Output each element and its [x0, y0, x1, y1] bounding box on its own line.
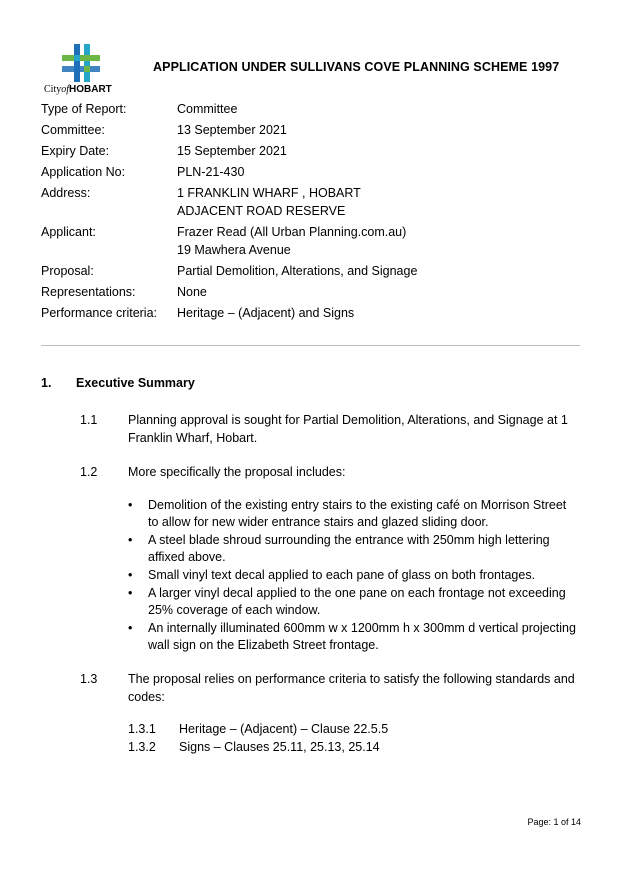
list-item: • A steel blade shroud surrounding the entrance with 250mm high lettering affixed above. [128, 532, 580, 566]
list-item: • An internally illuminated 600mm w x 1200mm h x 300mm d vertical projecting wall sign on the Elizabeth Street frontage. [128, 620, 580, 654]
detail-value-line: 15 September 2021 [177, 144, 287, 158]
section-divider [41, 345, 580, 346]
section-heading [41, 376, 195, 390]
detail-label: Proposal: [41, 264, 94, 278]
detail-row [41, 304, 417, 322]
detail-value [177, 100, 237, 118]
detail-value-line: Committee [177, 102, 238, 116]
detail-row [41, 223, 417, 259]
detail-value [177, 142, 287, 160]
detail-row [41, 283, 417, 301]
detail-value-line: None [177, 285, 207, 299]
list-item: • Demolition of the existing entry stairs to the existing café on Morrison Street to allow for new wider entrance stairs and glazed sliding door. [128, 497, 580, 531]
list-item: • Small vinyl text decal applied to each pane of glass on both frontages. [128, 567, 580, 584]
subitem-1-3-1: 1.3.1 Heritage – (Adjacent) – Clause 22.5.5 [128, 722, 389, 736]
detail-label: Application No: [41, 165, 126, 179]
section-title: Executive Summary [76, 376, 195, 390]
paragraph-1-3: 1.3 The proposal relies on performance criteria to satisfy the following standards and codes: [80, 672, 575, 704]
detail-row [41, 100, 417, 118]
detail-label: Expiry Date: [41, 144, 110, 158]
detail-value-line: Frazer Read (All Urban Planning.com.au) [177, 225, 407, 239]
detail-value [177, 121, 287, 139]
detail-label: Committee: [41, 123, 105, 137]
detail-value [177, 223, 406, 259]
report-details [41, 100, 417, 325]
detail-value [177, 283, 207, 301]
section-number: 1. [41, 376, 52, 390]
detail-value [177, 163, 244, 181]
paragraph-1-2: 1.2 More specifically the proposal includes: [80, 465, 346, 479]
paragraph-1-1: 1.1 Planning approval is sought for Partial Demolition, Alterations, and Signage at 1 Franklin Wharf, Hobart. [80, 413, 568, 445]
detail-value-line: 13 September 2021 [177, 123, 287, 137]
detail-value [177, 262, 417, 280]
page-number: Page: 1 of 14 [527, 817, 581, 827]
detail-value [177, 304, 354, 322]
detail-label: Type of Report: [41, 102, 127, 116]
list-item: • A larger vinyl decal applied to the one pane on each frontage not exceeding 25% coverage of each window. [128, 585, 580, 619]
detail-row [41, 121, 417, 139]
detail-value [177, 184, 361, 220]
city-of-hobart-logo [44, 44, 124, 95]
detail-row [41, 262, 417, 280]
detail-value-line: Heritage – (Adjacent) and Signs [177, 306, 355, 320]
detail-row [41, 142, 417, 160]
detail-value-line: PLN-21-430 [177, 165, 245, 179]
detail-label: Applicant: [41, 225, 96, 239]
detail-label: Representations: [41, 285, 136, 299]
detail-value-line: ADJACENT ROAD RESERVE [177, 204, 346, 218]
detail-value-line: 19 Mawhera Avenue [177, 243, 291, 257]
hobart-emblem-icon [62, 44, 100, 82]
detail-value-line: Partial Demolition, Alterations, and Signage [177, 264, 418, 278]
detail-value-line: 1 FRANKLIN WHARF , HOBART [177, 186, 361, 200]
detail-row [41, 163, 417, 181]
detail-label: Address: [41, 186, 91, 200]
page-title: APPLICATION UNDER SULLIVANS COVE PLANNING SCHEME 1997 [153, 60, 560, 74]
logo-wordmark: CityofHOBART [44, 84, 112, 95]
detail-row [41, 184, 417, 220]
proposal-bullet-list [128, 497, 580, 655]
detail-label: Performance criteria: [41, 306, 158, 320]
subitem-1-3-2: 1.3.2 Signs – Clauses 25.11, 25.13, 25.14 [128, 740, 380, 754]
